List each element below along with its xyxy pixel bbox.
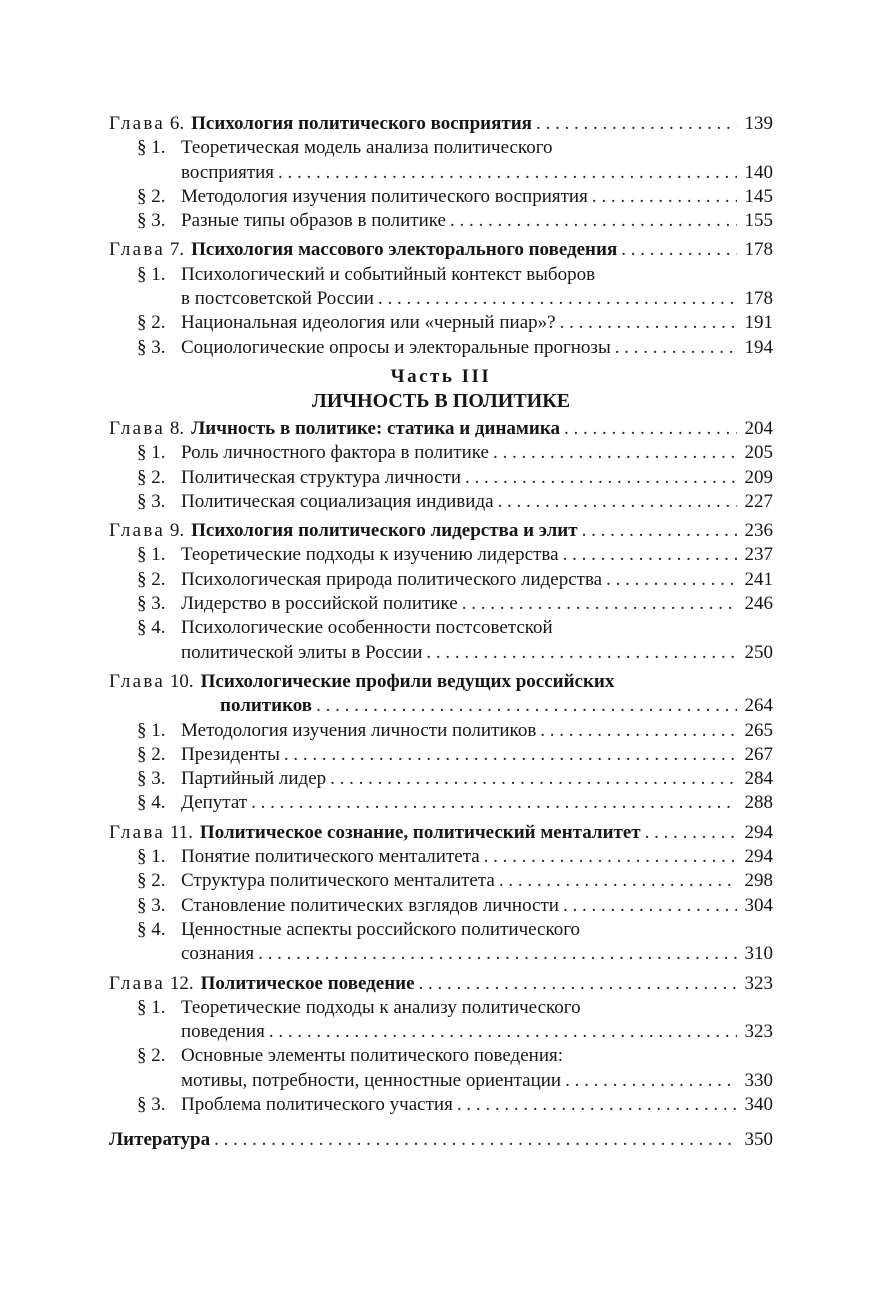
section-11-1[interactable] — [109, 845, 773, 869]
section-11-4-continued[interactable] — [109, 942, 773, 966]
dot-leader — [560, 311, 737, 335]
part-title: ЛИЧНОСТЬ В ПОЛИТИКЕ — [311, 390, 571, 413]
dot-leader — [621, 238, 737, 262]
dot-leader — [563, 543, 737, 567]
section-number: § 3. — [137, 593, 166, 615]
page-number: 265 — [744, 719, 773, 741]
section-title: Политическая структура личности — [181, 466, 462, 488]
section-title: Психологический и событийный контекст выборов — [181, 263, 596, 285]
chapter-title: Психология политического лидерства и элит — [191, 520, 578, 542]
dot-leader — [484, 845, 737, 869]
page-number: 209 — [744, 466, 773, 488]
dot-leader — [606, 568, 737, 592]
section-title: Президенты — [181, 743, 280, 765]
section-10-4[interactable] — [109, 791, 773, 815]
page-number: 350 — [744, 1129, 773, 1151]
page-number: 294 — [744, 846, 773, 868]
section-7-3[interactable] — [109, 336, 773, 360]
section-12-2-continued[interactable] — [109, 1069, 773, 1093]
chapter-title: Психология массового электорального поведения — [191, 239, 618, 261]
dot-leader — [499, 869, 737, 893]
page-number: 304 — [744, 894, 773, 916]
dot-leader — [465, 466, 737, 490]
section-6-1[interactable] — [109, 136, 773, 160]
page-number: 155 — [744, 210, 773, 232]
section-title: Теоретическая модель анализа политического — [181, 137, 553, 159]
section-number: § 4. — [137, 918, 166, 940]
chapter-6-heading[interactable] — [109, 112, 773, 136]
page-number: 227 — [744, 490, 773, 512]
dot-leader — [214, 1128, 737, 1152]
chapter-8-heading[interactable] — [109, 417, 773, 441]
dot-leader — [540, 719, 737, 743]
chapter-word: Глава — [109, 520, 166, 542]
section-11-2[interactable] — [109, 869, 773, 893]
dot-leader — [645, 821, 737, 845]
section-7-2[interactable] — [109, 311, 773, 335]
section-title: мотивы, потребности, ценностные ориентации — [181, 1069, 562, 1091]
chapter-9-heading[interactable] — [109, 519, 773, 543]
page-number: 204 — [744, 417, 773, 439]
section-8-3[interactable] — [109, 490, 773, 514]
page-number: 178 — [744, 239, 773, 261]
chapter-title: Политическое поведение — [200, 972, 415, 994]
page-number: 323 — [744, 1021, 773, 1043]
section-title: Основные элементы политического поведения: — [181, 1045, 564, 1067]
section-number: § 2. — [137, 1045, 166, 1067]
chapter-word: Глава — [109, 972, 166, 994]
section-title: Понятие политического менталитета — [181, 846, 480, 868]
section-9-2[interactable] — [109, 568, 773, 592]
section-8-2[interactable] — [109, 466, 773, 490]
section-number: § 4. — [137, 617, 166, 639]
dot-leader — [450, 209, 737, 233]
section-title: Становление политических взглядов личности — [181, 894, 559, 916]
page-number: 139 — [744, 113, 773, 134]
section-9-4-continued[interactable] — [109, 641, 773, 665]
page-number: 237 — [744, 544, 773, 566]
section-number: § 1. — [137, 263, 166, 285]
section-number: § 4. — [137, 792, 166, 814]
page-number: 246 — [744, 593, 773, 615]
section-9-1[interactable] — [109, 543, 773, 567]
section-title: Партийный лидер — [181, 768, 327, 790]
chapter-number: 6. — [169, 113, 185, 134]
chapter-word: Глава — [109, 670, 166, 692]
table-of-contents — [109, 112, 773, 1153]
section-title: Национальная идеология или «черный пиар»? — [181, 312, 556, 334]
dot-leader — [615, 336, 737, 360]
dot-leader — [536, 112, 737, 136]
section-title: Разные типы образов в политике — [181, 210, 446, 232]
section-number: § 3. — [137, 768, 166, 790]
page-number: 264 — [744, 695, 773, 717]
dot-leader — [565, 1069, 737, 1093]
section-10-1[interactable] — [109, 719, 773, 743]
section-number: § 3. — [137, 894, 166, 916]
section-title: Методология изучения личности политиков — [181, 719, 537, 741]
page-number: 241 — [744, 568, 773, 590]
section-title: Лидерство в российской политике — [181, 593, 458, 615]
section-title: Теоретические подходы к анализу политического — [181, 996, 581, 1018]
dot-leader — [426, 641, 737, 665]
section-10-2[interactable] — [109, 743, 773, 767]
page-number: 194 — [744, 336, 773, 358]
dot-leader — [316, 694, 737, 718]
section-6-3[interactable] — [109, 209, 773, 233]
section-number: § 2. — [137, 743, 166, 765]
section-number: § 3. — [137, 210, 166, 232]
section-number: § 3. — [137, 336, 166, 358]
section-number: § 1. — [137, 719, 166, 741]
section-title: Социологические опросы и электоральные прогнозы — [181, 336, 611, 358]
chapter-title: Психология политического восприятия — [191, 113, 532, 134]
chapter-word: Глава — [109, 113, 166, 134]
literature-title: Литература — [109, 1129, 211, 1151]
chapter-number: 9. — [169, 520, 185, 542]
section-12-3[interactable] — [109, 1093, 773, 1117]
section-title: Структура политического менталитета — [181, 870, 495, 892]
page-number: 323 — [744, 972, 773, 994]
chapter-number: 8. — [169, 417, 185, 439]
dot-leader — [258, 942, 737, 966]
dot-leader — [284, 743, 737, 767]
chapter-number: 11. — [169, 821, 193, 843]
section-title: в постсоветской России — [181, 288, 374, 310]
chapter-number: 7. — [169, 239, 185, 261]
section-number: § 2. — [137, 185, 166, 207]
section-number: § 2. — [137, 870, 166, 892]
dot-leader — [592, 185, 737, 209]
page-number: 288 — [744, 792, 773, 814]
chapter-10-heading[interactable] — [109, 670, 773, 694]
section-title: Психологическая природа политического лидерства — [181, 568, 603, 590]
dot-leader — [493, 441, 737, 465]
chapter-12-heading[interactable] — [109, 972, 773, 996]
section-7-1-continued[interactable] — [109, 287, 773, 311]
dot-leader — [563, 894, 737, 918]
chapter-word: Глава — [109, 239, 166, 261]
dot-leader — [278, 161, 737, 185]
section-title: Методология изучения политического восприятия — [181, 185, 588, 207]
section-number: § 2. — [137, 568, 166, 590]
section-9-3[interactable] — [109, 592, 773, 616]
section-10-3[interactable] — [109, 767, 773, 791]
section-title: политической элиты в России — [181, 641, 423, 663]
chapter-7-heading[interactable] — [109, 238, 773, 262]
section-title: Политическая социализация индивида — [181, 490, 494, 512]
section-9-4[interactable] — [109, 616, 773, 640]
dot-leader — [251, 791, 737, 815]
section-7-1[interactable] — [109, 263, 773, 287]
section-title: сознания — [181, 943, 255, 965]
dot-leader — [269, 1020, 737, 1044]
chapter-title: политиков — [220, 695, 313, 717]
section-title: Психологические особенности постсоветской — [181, 617, 553, 639]
section-number: § 3. — [137, 490, 166, 512]
section-number: § 1. — [137, 442, 166, 464]
section-11-3[interactable] — [109, 894, 773, 918]
dot-leader — [564, 417, 737, 441]
section-6-1-continued[interactable] — [109, 161, 773, 185]
chapter-title: Личность в политике: статика и динамика — [191, 417, 560, 439]
chapter-title: Психологические профили ведущих российских — [200, 670, 615, 692]
section-title: поведения — [181, 1021, 265, 1043]
dot-leader — [462, 592, 737, 616]
section-8-1[interactable] — [109, 441, 773, 465]
chapter-number: 12. — [169, 972, 194, 994]
literature-entry[interactable] — [109, 1128, 773, 1152]
page-number: 298 — [744, 870, 773, 892]
section-title: Роль личностного фактора в политике — [181, 442, 489, 464]
page-number: 294 — [744, 821, 773, 843]
section-number: § 2. — [137, 466, 166, 488]
section-number: § 1. — [137, 137, 166, 159]
page-number: 236 — [744, 520, 773, 542]
chapter-title: Политическое сознание, политический менталитет — [199, 821, 641, 843]
dot-leader — [330, 767, 737, 791]
dot-leader — [498, 490, 737, 514]
page-number: 267 — [744, 743, 773, 765]
section-number: § 2. — [137, 312, 166, 334]
section-title: восприятия — [181, 161, 275, 183]
dot-leader — [419, 972, 737, 996]
page-number: 250 — [744, 641, 773, 663]
chapter-word: Глава — [109, 821, 166, 843]
section-12-1[interactable] — [109, 996, 773, 1020]
chapter-10-heading-continued[interactable] — [109, 694, 773, 718]
page-number: 205 — [744, 442, 773, 464]
section-title: Ценностные аспекты российского политического — [181, 918, 581, 940]
section-number: § 3. — [137, 1093, 166, 1115]
page-number: 191 — [744, 312, 773, 334]
chapter-word: Глава — [109, 417, 166, 439]
section-6-2[interactable] — [109, 185, 773, 209]
section-title: Депутат — [181, 792, 248, 814]
section-number: § 1. — [137, 996, 166, 1018]
section-number: § 1. — [137, 846, 166, 868]
page-number: 310 — [744, 943, 773, 965]
dot-leader — [457, 1093, 737, 1117]
page-number: 284 — [744, 768, 773, 790]
section-number: § 1. — [137, 544, 166, 566]
dot-leader — [582, 519, 737, 543]
section-title: Проблема политического участия — [181, 1093, 453, 1115]
page-number: 178 — [744, 288, 773, 310]
section-11-4[interactable] — [109, 918, 773, 942]
page-number: 330 — [744, 1069, 773, 1091]
section-title: Теоретические подходы к изучению лидерства — [181, 544, 559, 566]
dot-leader — [378, 287, 737, 311]
chapter-number: 10. — [169, 670, 194, 692]
page-number: 140 — [744, 161, 773, 183]
section-12-2[interactable] — [109, 1044, 773, 1068]
chapter-11-heading[interactable] — [109, 821, 773, 845]
section-12-1-continued[interactable] — [109, 1020, 773, 1044]
part-label: Часть III — [390, 365, 492, 387]
page-number: 145 — [744, 185, 773, 207]
page-number: 340 — [744, 1093, 773, 1115]
